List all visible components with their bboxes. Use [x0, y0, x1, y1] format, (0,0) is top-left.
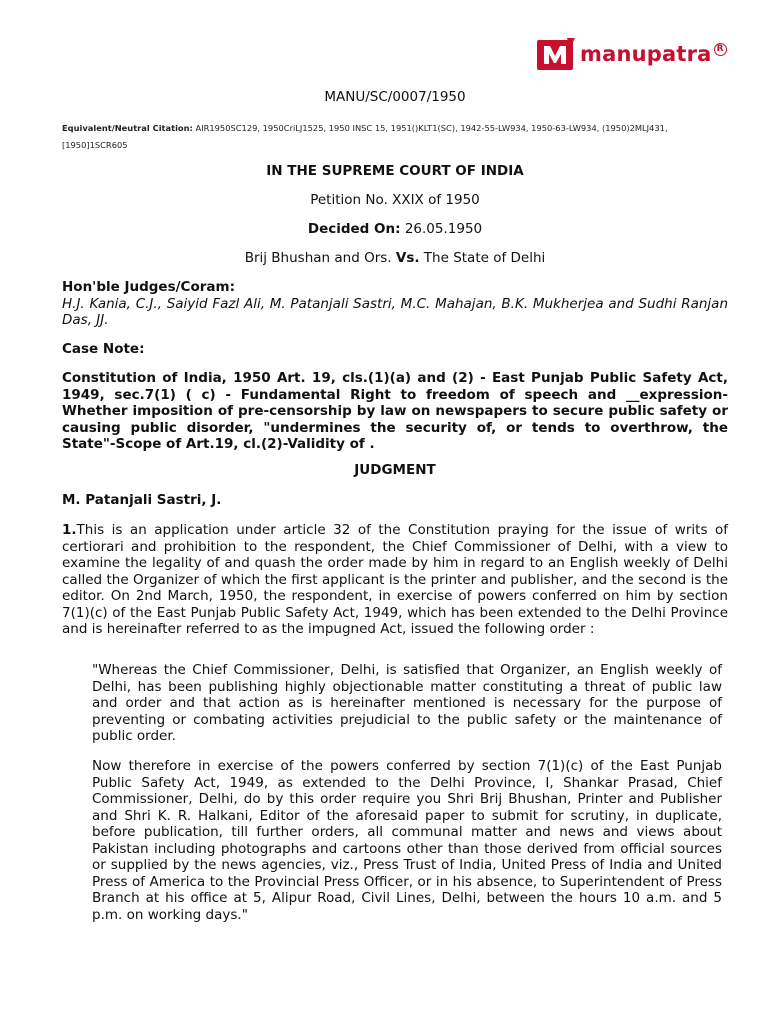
respondent: The State of Delhi [423, 250, 546, 266]
paragraph-1 [62, 522, 728, 638]
court-name: IN THE SUPREME COURT OF INDIA [266, 163, 524, 179]
judgment-author: M. Patanjali Sastri, J. [62, 492, 222, 508]
case-note-text: Constitution of India, 1950 Art. 19, cls.(1)(a) and (2) - East Punjab Public Safety Act, 1949, sec.7(1) ( c) - Fundamental Right to freedom of speech and __expression- Whether imposition of pre-censorship by law on newspapers to secure public safety or causing public disorder, "undermines the security of, or tends to overthrow, the State"-Scope of Art.19, cl.(2)-Validity of . [62, 370, 728, 452]
decided-on [62, 221, 728, 237]
versus: Vs. [395, 250, 420, 266]
equivalent-citation [62, 120, 728, 154]
quoted-order-part-1: "Whereas the Chief Commissioner, Delhi, is satisfied that Organizer, an English weekly of Delhi, has been publishing highly objectionable matter constituting a threat of public law and order and that action as is hereinafter mentioned is necessary for the purpose of preventing or combating activities prejudicial to the public safety or the maintenance of public order. [92, 662, 722, 744]
manu-citation-id: MANU/SC/0007/1950 [324, 89, 466, 105]
manupatra-logo [537, 35, 731, 73]
registered-mark: R [714, 43, 727, 56]
citation-label: Equivalent/Neutral Citation: [62, 123, 193, 133]
petitioner: Brij Bhushan and Ors. [244, 250, 392, 266]
paragraph-number: 1. [62, 522, 77, 538]
citation-text: AIR1950SC129, 1950CriLJ1525, 1950 INSC 15, 1951()KLT1(SC), 1942-55-LW934, 1950-63-LW934, (1950)2MLJ431, [1950]1SCR605 [62, 123, 668, 150]
judgment-heading: JUDGMENT [354, 462, 436, 478]
decided-date: 26.05.1950 [404, 221, 483, 237]
judges-section [62, 279, 728, 329]
manupatra-emblem-icon [537, 36, 577, 72]
judges-list: H.J. Kania, C.J., Saiyid Fazl Ali, M. Patanjali Sastri, M.C. Mahajan, B.K. Mukherjea and Sudhi Ranjan Das, JJ. [62, 295, 728, 328]
parties [62, 250, 728, 266]
brand-name: manupatra [580, 41, 712, 66]
case-note-label: Case Note: [62, 341, 145, 357]
judges-label: Hon'ble Judges/Coram: [62, 279, 235, 295]
petition-number: Petition No. XXIX of 1950 [310, 192, 480, 208]
paragraph-1-text: This is an application under article 32 of the Constitution praying for the issue of writs of certiorari and prohibition to the respondent, the Chief Commissioner of Delhi, with a view to examine the legality of and quash the order made by him in regard to an English weekly of Delhi called the Organizer of which the first applicant is the printer and publisher, and the second is the editor. On 2nd March, 1950, the respondent, in exercise of powers conferred on him by section 7(1)(c) of the East Punjab Public Safety Act, 1949, which has been extended to the Delhi Province and is hereinafter referred to as the impugned Act, issued the following order : [62, 522, 728, 637]
quoted-order-part-2: Now therefore in exercise of the powers conferred by section 7(1)(c) of the East Punjab Public Safety Act, 1949, as extended to the Delhi Province, I, Shankar Prasad, Chief Commissioner, Delhi, do by this order require you Shri Brij Bhushan, Printer and Publisher and Shri K. R. Halkani, Editor of the aforesaid paper to submit for scrutiny, in duplicate, before publication, till further orders, all communal matter and news and views about Pakistan including photographs and cartoons other than those derived from official sources or supplied by the news agencies, viz., Press Trust of India, United Press of India and United Press of America to the Provincial Press Officer, or in his absence, to Superintendent of Press Branch at his office at 5, Alipur Road, Civil Lines, Delhi, between the hours 10 a.m. and 5 p.m. on working days." [92, 758, 722, 923]
decided-label: Decided On: [307, 221, 401, 237]
